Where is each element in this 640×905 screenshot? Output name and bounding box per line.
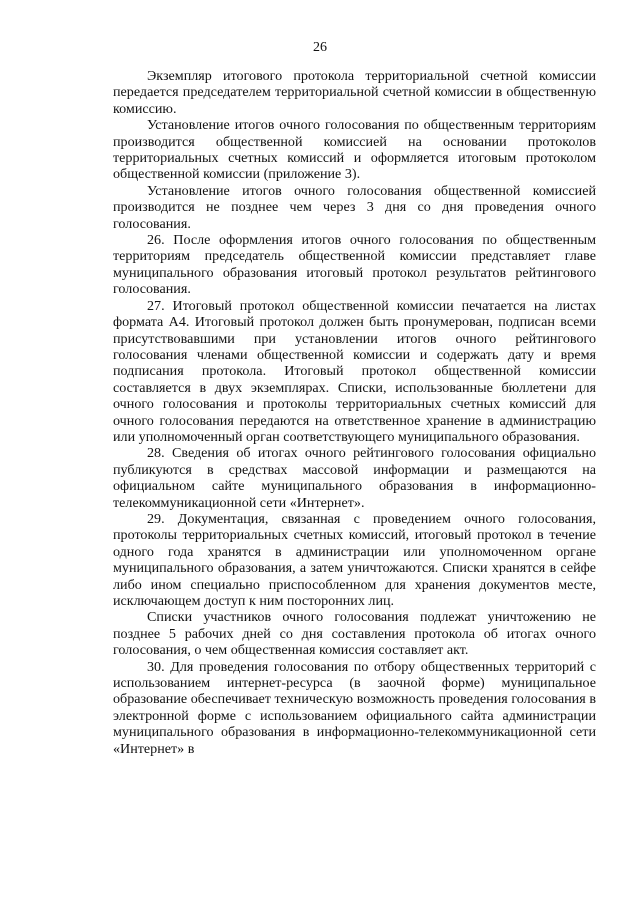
paragraph-protocol-copy: Экземпляр итогового протокола территориальной счетной комиссии передается председателем территориальной счетной комиссии в общественную комиссию. (113, 68, 596, 117)
document-body (113, 68, 596, 757)
paragraph-results-establishment: Установление итогов очного голосования по общественным территориям производится общественной комиссией на основании протоколов территориальных счетных комиссий и оформляется итоговым протоколом общественной комиссии (приложение 3). (113, 117, 596, 183)
paragraph-item-28: 28. Сведения об итогах очного рейтингового голосования официально публикуются в средствах массовой информации и размещаются на официальном сайте муниципального образования в информационно-телекоммуникационной сети «Интернет». (113, 445, 596, 511)
page-number: 26 (313, 40, 327, 55)
paragraph-item-27: 27. Итоговый протокол общественной комиссии печатается на листах формата А4. Итоговый протокол должен быть пронумерован, подписан всеми присутствовавшими при установлении итогов очного рейтингового голосования членами общественной комиссии и содержать дату и время подписания протокола. Итоговый протокол общественной комиссии составляется в двух экземплярах. Списки, использованные бюллетени для очного голосования и протоколы территориальных счетных комиссий для очного голосования передаются на ответственное хранение в администрацию или уполномоченный орган соответствующего муниципального образования. (113, 297, 596, 445)
paragraph-item-26: 26. После оформления итогов очного голосования по общественным территориям председатель общественной комиссии представляет главе муниципального образования итоговый протокол результатов рейтингового голосования. (113, 232, 596, 298)
paragraph-item-29: 29. Документация, связанная с проведением очного голосования, протоколы территориальных счетных комиссий, итоговый протокол в течение одного года хранятся в администрации или уполномоченном органе муниципального образования, а затем уничтожаются. Списки хранятся в сейфе либо ином специально приспособленном для хранения документов месте, исключающем доступ к ним посторонних лиц. (113, 510, 596, 609)
paragraph-item-30: 30. Для проведения голосования по отбору общественных территорий с использованием интернет-ресурса (в заочной форме) муниципальное образование обеспечивает техническую возможность проведения голосования в электронной форме с использованием официального сайта администрации муниципального образования в информационно-телекоммуникационной сети «Интернет» в (113, 658, 596, 757)
paragraph-lists-destruction: Списки участников очного голосования подлежат уничтожению не позднее 5 рабочих дней со дня составления протокола об итогах очного голосования, о чем общественная комиссия составляет акт. (113, 609, 596, 659)
paragraph-results-deadline: Установление итогов очного голосования общественной комиссией производится не позднее чем через 3 дня со дня проведения очного голосования. (113, 182, 596, 232)
